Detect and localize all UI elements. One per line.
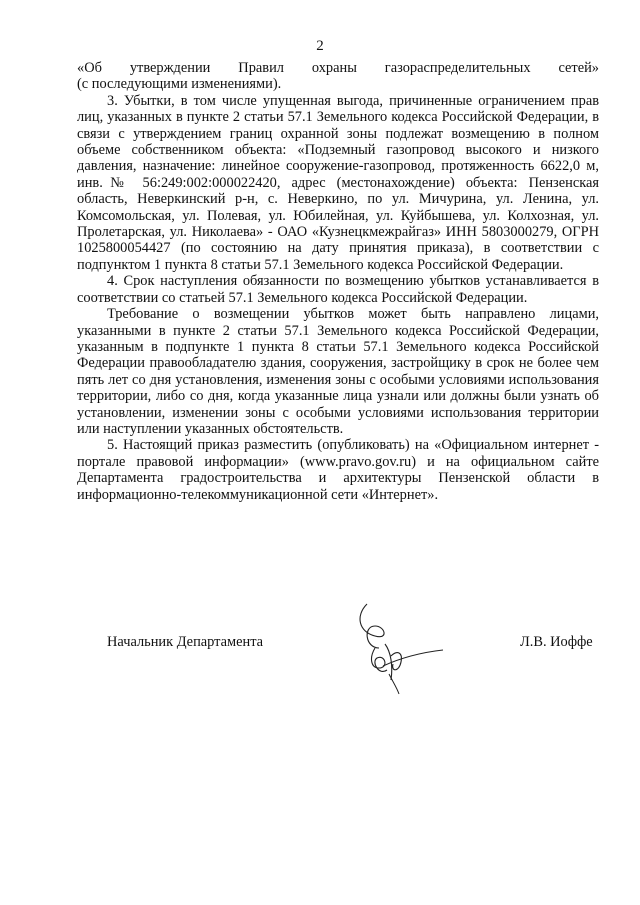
handwritten-signature bbox=[345, 596, 445, 696]
paragraph-claim: Требование о возмещении убытков может быть направлено лицами, указанными в пункте 2 статьи 57.1 Земельного кодекса Российской Федерации, указанным в подпункте 1 пункта 8 статьи 57.1 Земельного кодекса Российской Федерации правообладателю здания, сооружения, застройщику в срок не более чем пять лет со дня установления, изменения зоны с особыми условиями использования территории, либо со дня, когда указанные лица узнали или должны были узнать об установлении, изменении зоны с особыми условиями использования территории или наступлении указанных обстоятельств. bbox=[77, 306, 599, 437]
signature-block bbox=[0, 634, 640, 724]
paragraph-rules-title-line1: «Об утверждении Правил охраны газораспределительных сетей» bbox=[77, 60, 599, 76]
paragraph-losses: 3. Убытки, в том числе упущенная выгода, причиненные ограничением прав лиц, указанных в пункте 2 статьи 57.1 Земельного кодекса Российской Федерации, в связи с утверждением границ охранной зоны подлежат возмещению в полном объеме собственником объекта: «Подземный газопровод высокого и низкого давления, назначение: линейное сооружение-газопровод, протяженность 6622,0 м, инв.№ 56:249:002:000022420, адрес (местонахождение) объекта: Пензенская область, Неверкинский р-н, с. Неверкино, по ул. Мичурина, ул. Ленина, ул. Комсомольская, ул. Полевая, ул. Юбилейная, ул. Куйбышева, ул. Колхозная, ул. Пролетарская, ул. Николаева» - ОАО «Кузнецкмежрайгаз» ИНН 5803000279, ОГРН 1025800054427 (по состоянию на дату принятия приказа), в соответствии с подпунктом 1 пункта 8 статьи 57.1 Земельного кодекса Российской Федерации. bbox=[77, 92, 599, 273]
paragraph-rules-title-line2: (с последующими изменениями). bbox=[77, 76, 282, 93]
signatory-title: Начальник Департамента bbox=[107, 634, 264, 650]
paragraph-publication: 5. Настоящий приказ разместить (опубликовать) на «Официальном интернет - портале правовой информации» (www.pravo.gov.ru) и на официальном сайте Департамента градостроительства и архитектуры Пензенской области в информационно-телекоммуникационной сети «Интернет». bbox=[77, 437, 599, 503]
paragraph-deadline: 4. Срок наступления обязанности по возмещению убытков устанавливается в соответствии со статьей 57.1 Земельного кодекса Российской Федерации. bbox=[77, 273, 599, 306]
signatory-name: Л.В. Иоффе bbox=[520, 634, 593, 650]
document-body bbox=[77, 60, 599, 503]
page-number: 2 bbox=[316, 38, 324, 54]
paragraph-rules-title bbox=[77, 60, 599, 93]
